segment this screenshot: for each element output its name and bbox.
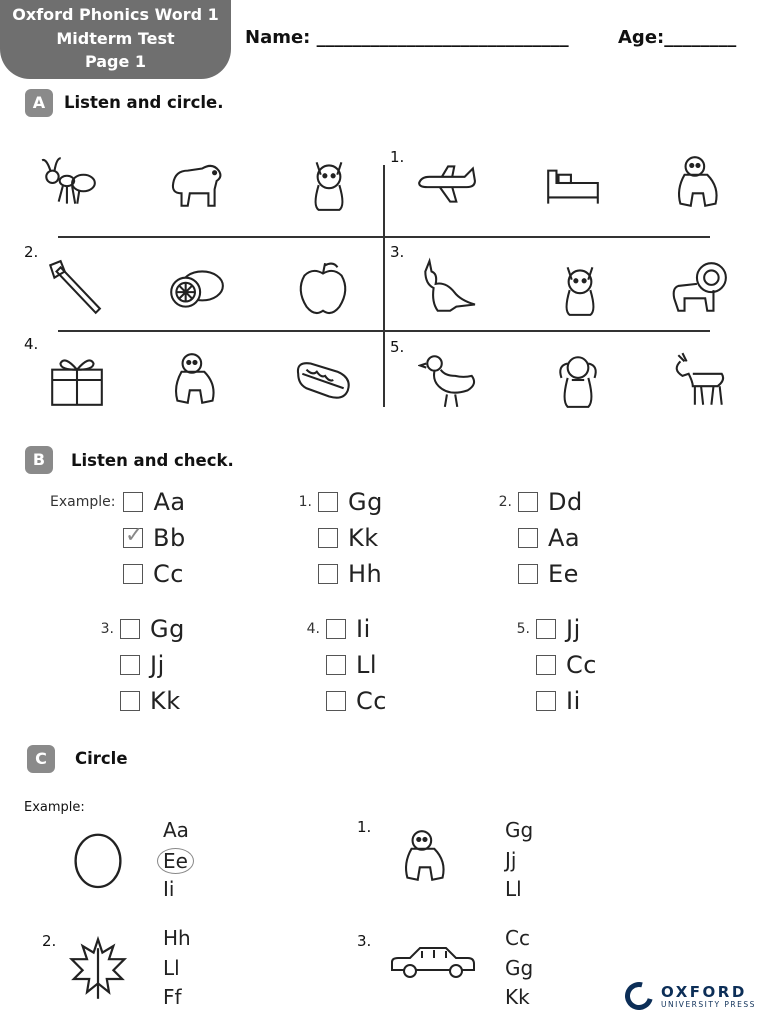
section-a-badge: A (25, 89, 53, 117)
section-b-badge: B (25, 446, 53, 474)
cat-icon[interactable] (296, 150, 362, 216)
checkbox[interactable] (120, 619, 140, 639)
checkbox[interactable] (123, 564, 143, 584)
hotdog-icon[interactable] (290, 347, 356, 413)
title-line-2: Midterm Test (56, 28, 175, 48)
letter-option: Hh (348, 560, 383, 588)
checkbox[interactable] (123, 492, 143, 512)
letter-option: Cc (153, 560, 184, 588)
question-number: 3. (390, 243, 405, 261)
check-option (326, 651, 377, 679)
gorilla-icon[interactable] (163, 347, 229, 413)
check-option (298, 615, 371, 643)
checkbox[interactable] (318, 528, 338, 548)
letter-option: Cc (356, 687, 387, 715)
letter-option[interactable]: Ff (163, 985, 182, 1009)
letter-option: Ll (356, 651, 378, 679)
letter-option: Jj (150, 651, 165, 679)
question-number: 5. (390, 338, 405, 356)
question-number: 2. (42, 932, 57, 950)
logo-sub: UNIVERSITY PRESS (661, 999, 756, 1009)
oxford-logo (625, 982, 756, 1010)
check-option (123, 560, 184, 588)
letter-option: Ii (356, 615, 371, 643)
egg-icon (70, 826, 126, 892)
airplane-icon[interactable] (413, 150, 479, 216)
oxford-logo-icon (620, 977, 658, 1015)
lion-icon[interactable] (666, 255, 732, 321)
checkbox[interactable] (123, 528, 143, 548)
lemon-icon[interactable] (163, 255, 229, 321)
question-number: 1. (298, 494, 312, 510)
bed-icon[interactable] (540, 150, 606, 216)
letter-option[interactable]: Ee (157, 848, 194, 874)
checkbox[interactable] (518, 564, 538, 584)
letter-option[interactable]: Gg (505, 955, 534, 980)
gift-icon[interactable] (44, 347, 110, 413)
duck-icon[interactable] (416, 347, 482, 413)
check-option (490, 488, 583, 516)
title-line-1: Oxford Phonics Word 1 (12, 5, 219, 24)
question-number: 1. (390, 148, 405, 166)
letter-option[interactable]: Ii (163, 877, 175, 901)
checkbox[interactable] (518, 528, 538, 548)
checkbox[interactable] (120, 655, 140, 675)
check-option (318, 560, 382, 588)
check-option (536, 651, 597, 679)
checkbox[interactable] (326, 619, 346, 639)
letter-option: Jj (566, 615, 581, 643)
check-option (508, 615, 581, 643)
letter-option[interactable]: Hh (163, 926, 191, 950)
gorilla-icon[interactable] (666, 150, 732, 216)
letter-option[interactable]: Gg (505, 818, 534, 842)
checkbox[interactable] (318, 492, 338, 512)
question-number: 4. (306, 621, 320, 637)
letter-option: Bb (153, 524, 186, 552)
letter-option[interactable]: Aa (163, 818, 189, 842)
letter-option: Aa (548, 524, 581, 552)
check-option (318, 524, 379, 552)
letter-option: Gg (348, 488, 383, 516)
bear-icon[interactable] (163, 150, 229, 216)
question-number: 1. (357, 818, 372, 836)
checkbox[interactable] (318, 564, 338, 584)
check-option (536, 687, 581, 715)
checkbox[interactable] (536, 655, 556, 675)
question-number: 3. (100, 621, 114, 637)
letter-option: Ii (566, 687, 581, 715)
title-tab (0, 0, 231, 79)
section-c-badge: C (27, 745, 55, 773)
checkbox[interactable] (120, 691, 140, 711)
letter-option: Gg (150, 615, 185, 643)
section-b-title: Listen and check. (71, 451, 234, 470)
check-option (50, 488, 186, 516)
check-option (518, 524, 580, 552)
letter-option[interactable]: Jj (505, 847, 517, 872)
check-option (120, 687, 181, 715)
dog-icon[interactable] (545, 347, 611, 413)
example-label: Example: (24, 800, 85, 815)
checkbox[interactable] (536, 619, 556, 639)
letter-option[interactable]: Kk (505, 985, 530, 1009)
kangaroo-icon[interactable] (413, 255, 479, 321)
question-number: 5. (516, 621, 530, 637)
question-number: 4. (24, 335, 39, 353)
ant-icon[interactable] (36, 150, 102, 216)
checkbox[interactable] (326, 655, 346, 675)
axe-icon[interactable] (40, 255, 106, 321)
letter-option: Kk (348, 524, 379, 552)
check-option (120, 651, 165, 679)
letter-option[interactable]: Ll (163, 955, 180, 980)
section-a-title: Listen and circle. (64, 93, 224, 112)
grid-divider-vertical (383, 165, 385, 407)
check-option (326, 687, 387, 715)
check-option (518, 560, 579, 588)
age-field[interactable]: Age:________ (618, 27, 737, 48)
grid-divider-1 (58, 236, 710, 238)
checkbox[interactable] (536, 691, 556, 711)
section-c-title: Circle (75, 749, 128, 768)
example-label: Example: (50, 494, 116, 510)
check-option (92, 615, 185, 643)
checkbox[interactable] (326, 691, 346, 711)
title-line-3: Page 1 (84, 52, 147, 71)
checkbox[interactable] (518, 492, 538, 512)
name-field[interactable]: Name: ____________________________ (245, 27, 569, 48)
letter-option: Aa (153, 488, 186, 516)
letter-option: Kk (150, 687, 181, 715)
letter-option: Ee (548, 560, 579, 588)
apple-icon[interactable] (290, 255, 356, 321)
check-option (290, 488, 383, 516)
gorilla-icon (395, 826, 457, 888)
question-number: 2. (24, 243, 39, 261)
logo-name: OXFORD (661, 982, 747, 1001)
letter-option[interactable]: Ll (505, 877, 522, 901)
letter-option: Cc (566, 651, 597, 679)
cat-icon[interactable] (547, 255, 613, 321)
question-number: 3. (357, 932, 372, 950)
letter-option: Dd (548, 488, 583, 516)
leaf-icon (65, 935, 131, 1001)
grid-divider-2 (58, 330, 710, 332)
question-number: 2. (498, 494, 512, 510)
check-option (123, 524, 186, 552)
car-icon (388, 940, 478, 980)
letter-option[interactable]: Cc (505, 926, 530, 950)
goat-icon[interactable] (666, 347, 732, 413)
